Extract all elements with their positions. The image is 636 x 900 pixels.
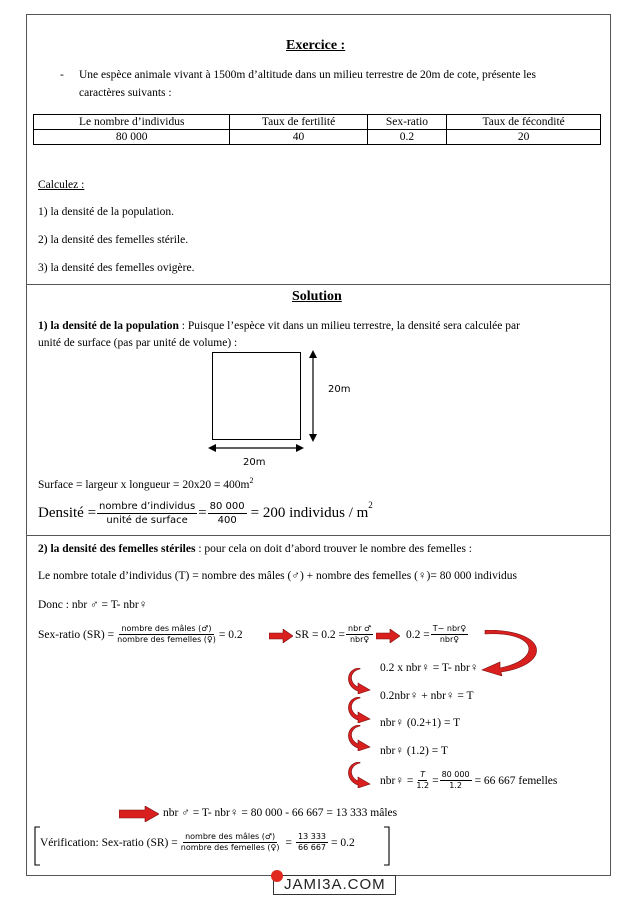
density-exponent: 2	[368, 500, 373, 510]
sr-lhs: Sex-ratio (SR) =	[38, 628, 115, 641]
total-individuals-line: Le nombre totale d’individus (T) = nombre des mâles (♂) + nombre des femelles (♀)= 80 000 individus	[38, 570, 518, 582]
final-result: = 66 667 femelles	[474, 774, 558, 787]
side-dimension-label: 20m	[328, 384, 351, 395]
surface-exponent: 2	[249, 476, 254, 485]
verif-numerator-2: 13 333	[298, 832, 327, 841]
intro-line-2: caractères suivants :	[79, 87, 172, 99]
surface-text: Surface = largeur x longueur = 20x20 = 400m	[38, 478, 250, 491]
section-divider	[26, 535, 611, 536]
question-1: 1) la densité de la population.	[38, 206, 175, 218]
bottom-dimension-label: 20m	[243, 457, 266, 468]
density-denominator-value: 400	[217, 515, 237, 526]
step-3: nbr♀ (0.2+1) = T	[380, 717, 461, 729]
part1-text-2: unité de surface (pas par unité de volume) :	[38, 337, 238, 349]
density-denominator: unité de surface	[106, 515, 188, 526]
sr3-numerator: T− nbr♀	[432, 624, 467, 633]
final-numerator-2: 80 000	[441, 770, 470, 779]
verification-formula	[40, 832, 355, 853]
sr-denominator: nombre des femelles (♀)	[117, 635, 216, 644]
intro-line-1: Une espèce animale vivant à 1500m d’altitude dans un milieu terrestre de 20m de cote, présente les	[79, 69, 536, 81]
density-lhs: Densité =	[38, 505, 97, 521]
part2-line-1	[38, 543, 472, 555]
sr2-lhs: SR = 0.2 =	[295, 628, 346, 641]
verif-result: = 0.2	[331, 836, 355, 849]
verif-denominator-2: 66 667	[298, 843, 327, 852]
sr2-numerator: nbr ♂	[348, 624, 372, 633]
final-female-formula	[380, 770, 557, 791]
horizontal-dimension-arrow	[208, 441, 304, 455]
part1-text-1: : Puisque l’espèce vit dans un milieu terrestre, la densité sera calculée par	[178, 320, 520, 332]
table-cell: 20	[447, 130, 601, 145]
final-denominator-2: 1.2	[449, 781, 462, 790]
curved-arrow-icon	[346, 668, 374, 694]
surface-formula	[38, 476, 254, 491]
sr2-fraction	[346, 624, 373, 645]
donc-line: Donc : nbr ♂ = T- nbr♀	[38, 599, 148, 611]
final-numerator-1: T	[420, 770, 426, 779]
final-denominator-1: 1.2	[416, 781, 430, 790]
final-fraction-2	[440, 770, 472, 791]
step-2: 0.2nbr♀ + nbr♀ = T	[380, 690, 474, 702]
calculez-label: Calculez :	[38, 179, 85, 191]
question-2: 2) la densité des femelles stérile.	[38, 234, 189, 246]
part1-heading: 1) la densité de la population	[38, 320, 179, 332]
table-cell: 40	[230, 130, 367, 145]
density-numerator: nombre d’individus	[99, 501, 196, 512]
verif-lhs: Vérification: Sex-ratio (SR) =	[40, 836, 178, 849]
table-header-cell: Sex-ratio	[367, 115, 447, 130]
final-fraction-1	[414, 770, 431, 791]
sr-equation-3	[406, 624, 469, 645]
vertical-dimension-arrow	[305, 350, 321, 442]
verif-fraction-2	[296, 832, 328, 853]
sr3-fraction	[431, 624, 468, 645]
final-equals: =	[432, 774, 439, 787]
density-fraction	[97, 500, 197, 527]
sr-equals: = 0.2	[218, 628, 243, 641]
solution-title: Solution	[292, 289, 342, 304]
table-header-cell: Le nombre d’individus	[34, 115, 230, 130]
table-cell: 80 000	[34, 130, 230, 145]
sr3-denominator: nbr♀	[439, 635, 460, 644]
footer-logo: JAMI3A.COM	[284, 876, 386, 893]
final-lhs: nbr♀ =	[380, 774, 414, 787]
curved-arrow-icon	[480, 630, 540, 676]
verif-fraction	[179, 832, 282, 853]
sr-equation-2	[295, 624, 374, 645]
right-bracket	[383, 826, 391, 866]
section-divider	[26, 284, 611, 285]
table-header-row	[34, 115, 601, 130]
surface-square	[212, 352, 301, 440]
males-line: nbr ♂ = T- nbr♀ = 80 000 - 66 667 = 13 333 mâles	[163, 807, 398, 819]
sr-fraction	[115, 624, 218, 645]
question-3: 3) la densité des femelles ovigère.	[38, 262, 195, 274]
sr-numerator: nombre des mâles (♂)	[121, 624, 212, 633]
density-value-fraction	[208, 500, 247, 527]
density-numerator-value: 80 000	[209, 501, 245, 512]
part2-heading-rest: : pour cela on doit d’abord trouver le nombre des femelles :	[195, 543, 473, 555]
sex-ratio-formula	[38, 624, 243, 645]
table-header-cell: Taux de fécondité	[447, 115, 601, 130]
curved-arrow-icon	[346, 697, 374, 723]
step-1: 0.2 x nbr♀ = T- nbr♀	[380, 662, 479, 674]
verif-numerator: nombre des mâles (♂)	[185, 832, 276, 841]
part2-heading: 2) la densité des femelles stériles	[38, 543, 196, 555]
curved-arrow-icon	[346, 725, 374, 751]
density-formula	[38, 500, 373, 527]
sr2-denominator: nbr♀	[349, 635, 370, 644]
table-row	[34, 130, 601, 145]
density-result: = 200 individus / m	[250, 505, 369, 521]
right-arrow-icon	[119, 806, 159, 822]
table-header-cell: Taux de fertilité	[230, 115, 367, 130]
curved-arrow-icon	[346, 762, 374, 788]
part1-line-1	[38, 320, 520, 332]
density-equals: =	[198, 505, 207, 521]
verif-equals: =	[285, 836, 293, 849]
characteristics-table	[33, 114, 601, 145]
logo-dot-icon	[271, 870, 283, 882]
table-cell: 0.2	[367, 130, 447, 145]
right-arrow-icon	[269, 629, 293, 643]
intro-bullet: -	[60, 69, 64, 81]
step-4: nbr♀ (1.2) = T	[380, 745, 448, 757]
exercise-title: Exercice :	[286, 38, 346, 53]
sr3-lhs: 0.2 =	[406, 628, 430, 641]
verif-denominator: nombre des femelles (♀)	[180, 843, 280, 852]
right-arrow-icon	[376, 629, 400, 643]
